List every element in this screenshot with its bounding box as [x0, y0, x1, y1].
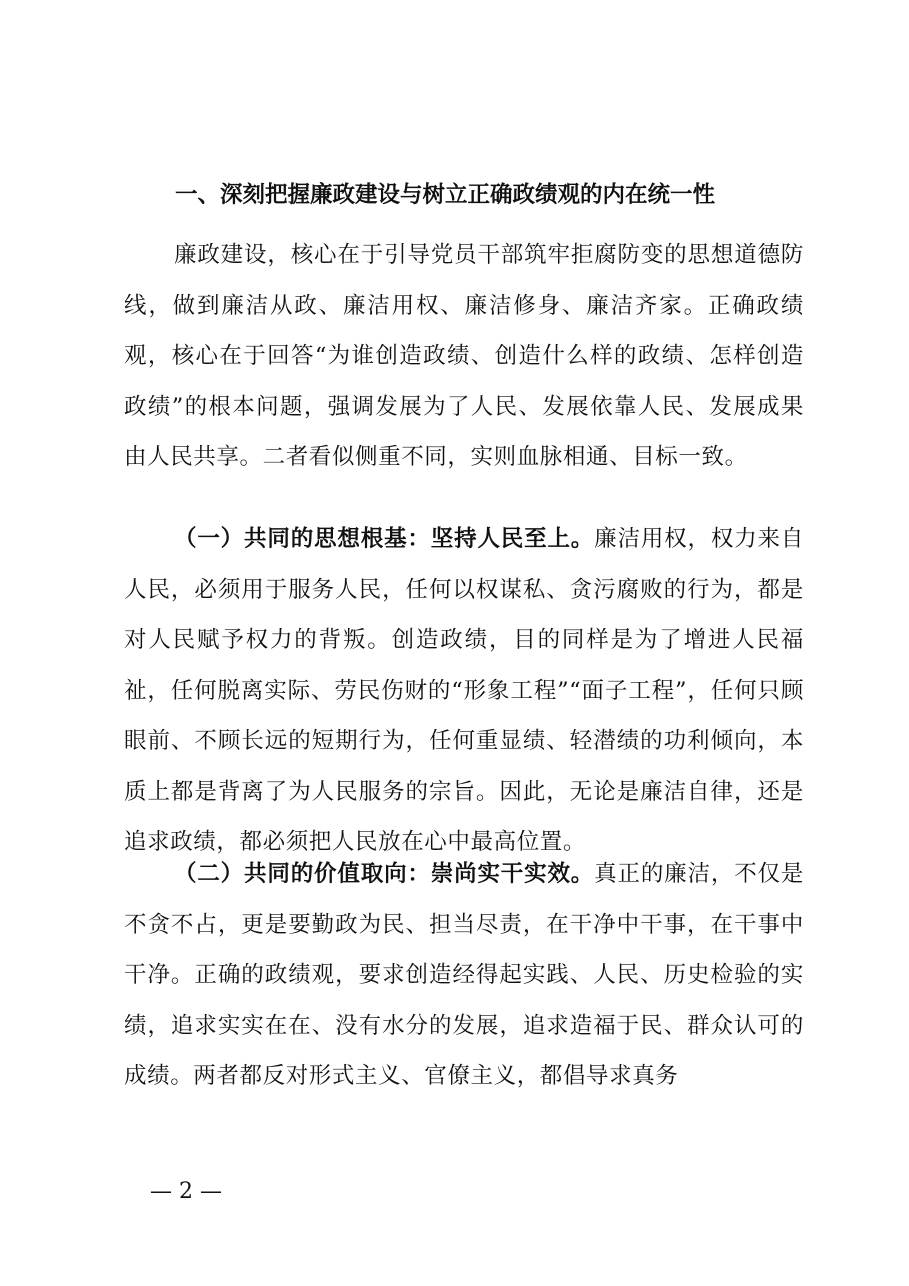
- subsection-paragraph: [124, 514, 804, 868]
- paragraph-text: 廉政建设，核心在于引导党员干部筑牢拒腐防变的思想道德防线，做到廉洁从政、廉洁用权、廉洁修身、廉洁齐家。正确政绩观，核心在于回答“为谁创造政绩、创造什么样的政绩、怎样创造政绩”的根本问题，强调发展为了人民、发展依靠人民、发展成果由人民共享。二者看似侧重不同，实则血脉相通、目标一致。: [124, 242, 804, 470]
- paragraph-text: 廉洁用权，权力来自人民，必须用于服务人民，任何以权谋私、贪污腐败的行为，都是对人民赋予权力的背叛。创造政绩，目的同样是为了增进人民福祉，任何脱离实际、劳民伤财的“形象工程”“面子工程”，任何只顾眼前、不顾长远的短期行为，任何重显绩、轻潜绩的功利倾向，本质上都是背离了为人民服务的宗旨。因此，无论是廉洁自律，还是追求政绩，都必须把人民放在心中最高位置。: [124, 526, 804, 855]
- subsection-heading: （二）共同的价值取向：崇尚实干实效。: [174, 861, 595, 887]
- paragraph-text: 真正的廉洁，不仅是不贪不占，更是要勤政为民、担当尽责，在干净中干事，在干事中干净。正确的政绩观，要求创造经得起实践、人民、历史检验的实绩，追求实实在在、没有水分的发展，追求造福于民、群众认可的成绩。两者都反对形式主义、官僚主义，都倡导求真务: [124, 861, 804, 1089]
- subsection-paragraph: [124, 849, 804, 1102]
- page-number: — 2 —: [150, 1179, 222, 1204]
- subsection-heading: （一）共同的思想根基：坚持人民至上。: [174, 526, 595, 552]
- section-heading: 一、深刻把握廉政建设与树立正确政绩观的内在统一性: [175, 182, 716, 208]
- body-paragraph: [124, 230, 804, 483]
